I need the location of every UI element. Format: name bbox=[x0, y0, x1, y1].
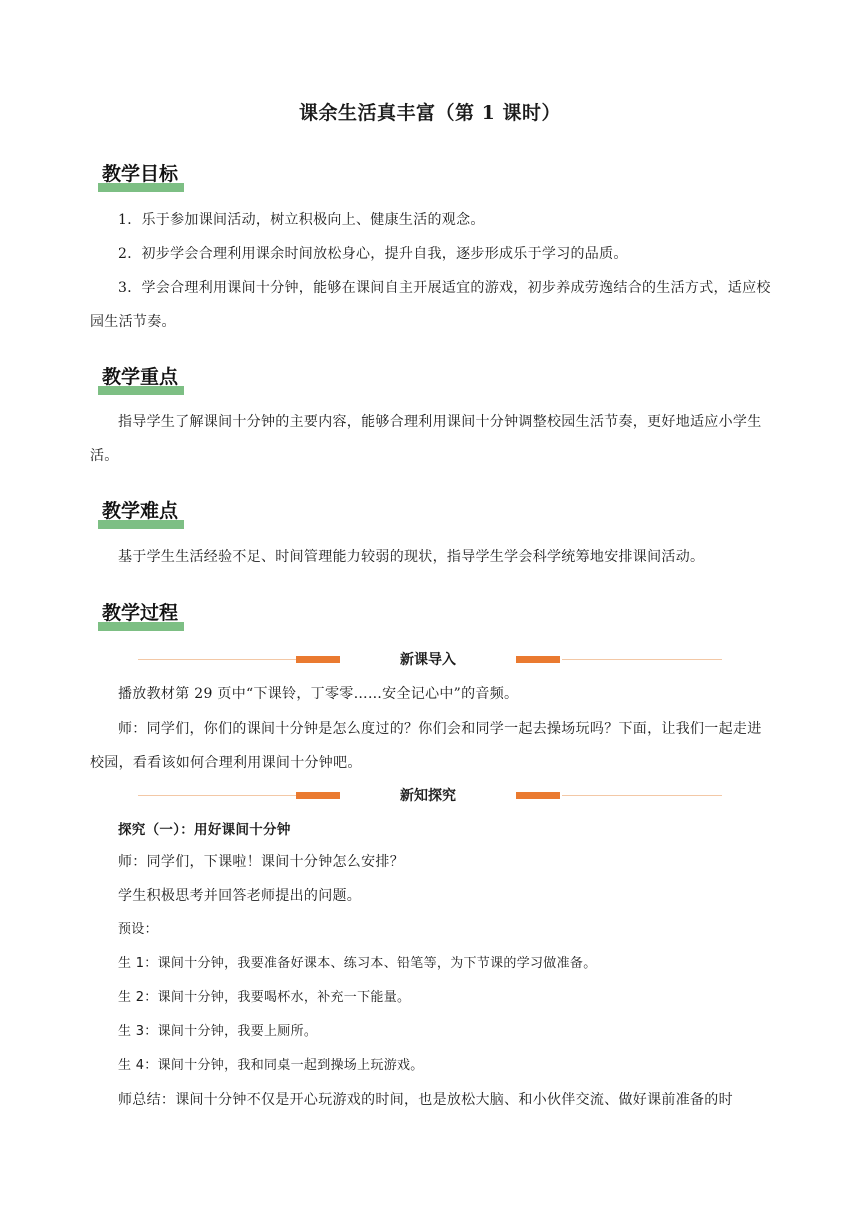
page-title: 课余生活真丰富（第 1 课时） bbox=[299, 102, 561, 124]
teacher-summary: 师总结：课间十分钟不仅是开心玩游戏的时间，也是放松大脑、和小伙伴交流、做好课前准备的时 bbox=[118, 1092, 733, 1108]
divider-new-lesson-intro bbox=[138, 650, 722, 670]
key-point-text: 指导学生了解课间十分钟的主要内容，能够合理利用课间十分钟调整校园生活节奏，更好地适应小学生活。 bbox=[90, 414, 762, 464]
section-heading-difficulty: 教学难点 bbox=[98, 499, 182, 523]
goal-item-3: 3．学会合理利用课间十分钟，能够在课间自主开展适宜的游戏，初步养成劳逸结合的生活方式，适应校园生活节奏。 bbox=[90, 280, 771, 330]
student-answer-3: 生 3：课间十分钟，我要上厕所。 bbox=[118, 1024, 318, 1039]
goal-item-2: 2．初步学会合理利用课余时间放松身心，提升自我，逐步形成乐于学习的品质。 bbox=[118, 246, 628, 262]
student-answer-2: 生 2：课间十分钟，我要喝杯水，补充一下能量。 bbox=[118, 990, 411, 1005]
goal-item-1: 1．乐于参加课间活动，树立积极向上、健康生活的观念。 bbox=[118, 212, 485, 228]
difficulty-text: 基于学生生活经验不足、时间管理能力较弱的现状，指导学生学会科学统筹地安排课间活动。 bbox=[118, 549, 705, 565]
divider-label: 新课导入 bbox=[400, 652, 456, 668]
divider-new-knowledge bbox=[138, 786, 722, 806]
student-answer-4: 生 4：课间十分钟，我和同桌一起到操场上玩游戏。 bbox=[118, 1058, 424, 1073]
intro-paragraph-2: 师：同学们，你们的课间十分钟是怎么度过的？你们会和同学一起去操场玩吗？下面，让我们一起走进校园，看看该如何合理利用课间十分钟吧。 bbox=[90, 721, 762, 771]
section-heading-process: 教学过程 bbox=[98, 601, 182, 625]
explore-title: 探究（一）：用好课间十分钟 bbox=[118, 822, 291, 838]
section-heading-goals: 教学目标 bbox=[98, 162, 182, 186]
preset-label: 预设： bbox=[118, 922, 158, 937]
divider-label: 新知探究 bbox=[400, 788, 456, 804]
teacher-question: 师：同学们，下课啦！课间十分钟怎么安排？ bbox=[118, 854, 404, 870]
section-heading-key: 教学重点 bbox=[98, 365, 182, 389]
student-answer-1: 生 1：课间十分钟，我要准备好课本、练习本、铅笔等，为下节课的学习做准备。 bbox=[118, 956, 597, 971]
student-think: 学生积极思考并回答老师提出的问题。 bbox=[118, 888, 362, 904]
intro-paragraph-1: 播放教材第 29 页中“下课铃，丁零零……安全记心中”的音频。 bbox=[118, 686, 519, 702]
